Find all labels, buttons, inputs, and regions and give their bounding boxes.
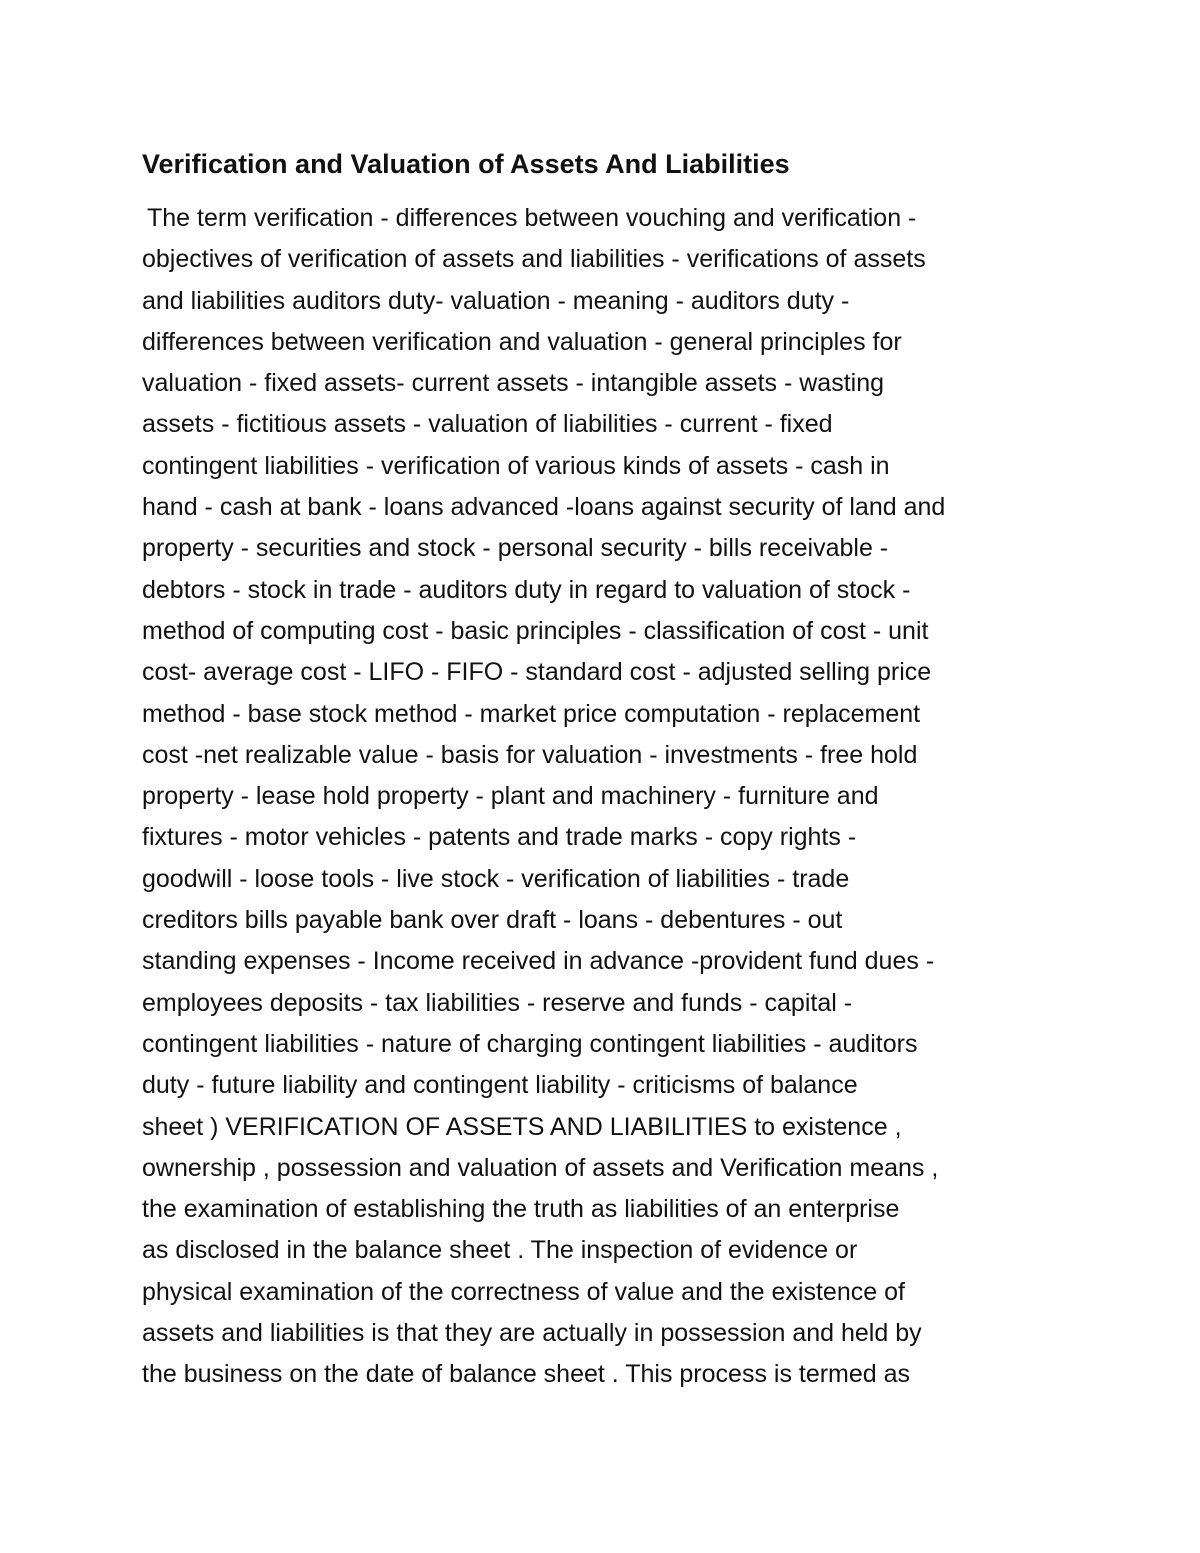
body-line: method - base stock method - market price computation - replacement: [142, 699, 921, 728]
body-line: the business on the date of balance sheet . This process is termed as: [142, 1360, 911, 1389]
body-line: debtors - stock in trade - auditors duty in regard to valuation of stock -: [142, 575, 911, 604]
body-line: cost- average cost - LIFO - FIFO - standard cost - adjusted selling price: [142, 658, 932, 687]
body-line: contingent liabilities - verification of various kinds of assets - cash in: [142, 451, 890, 480]
body-line: assets and liabilities is that they are actually in possession and held by: [142, 1319, 922, 1348]
body-line: method of computing cost - basic principles - classification of cost - unit: [142, 616, 929, 645]
body-line: the examination of establishing the truth as liabilities of an enterprise: [142, 1195, 900, 1224]
body-line: property - lease hold property - plant and machinery - furniture and: [142, 782, 879, 811]
body-line: sheet ) VERIFICATION OF ASSETS AND LIABILITIES to existence ,: [142, 1112, 902, 1141]
document-body: [142, 198, 1082, 1396]
body-line: The term verification - differences between vouching and verification -: [147, 204, 917, 232]
body-line: creditors bills payable bank over draft - loans - debentures - out: [142, 906, 843, 935]
body-line: duty - future liability and contingent liability - criticisms of balance: [142, 1071, 858, 1100]
body-line: contingent liabilities - nature of charging contingent liabilities - auditors: [142, 1029, 918, 1058]
body-line: physical examination of the correctness of value and the existence of: [142, 1277, 905, 1306]
body-line: goodwill - loose tools - live stock - verification of liabilities - trade: [142, 864, 850, 893]
body-line: fixtures - motor vehicles - patents and trade marks - copy rights -: [142, 823, 857, 852]
body-line: assets - fictitious assets - valuation of liabilities - current - fixed: [142, 410, 833, 439]
body-line: ownership , possession and valuation of assets and Verification means ,: [142, 1153, 939, 1182]
body-line: hand - cash at bank - loans advanced -loans against security of land and: [142, 493, 946, 522]
body-line: as disclosed in the balance sheet . The inspection of evidence or: [142, 1236, 858, 1265]
body-line: objectives of verification of assets and liabilities - verifications of assets: [142, 245, 926, 274]
body-line: employees deposits - tax liabilities - reserve and funds - capital -: [142, 988, 853, 1017]
body-line: standing expenses - Income received in advance -provident fund dues -: [142, 947, 935, 976]
body-line: differences between verification and valuation - general principles for: [142, 327, 902, 356]
body-line: property - securities and stock - personal security - bills receivable -: [142, 534, 889, 563]
document-title: Verification and Valuation of Assets And Liabilities: [142, 149, 790, 179]
body-line: cost -net realizable value - basis for valuation - investments - free hold: [142, 740, 918, 769]
body-line: valuation - fixed assets- current assets - intangible assets - wasting: [142, 369, 885, 398]
body-line: and liabilities auditors duty- valuation - meaning - auditors duty -: [142, 286, 850, 315]
